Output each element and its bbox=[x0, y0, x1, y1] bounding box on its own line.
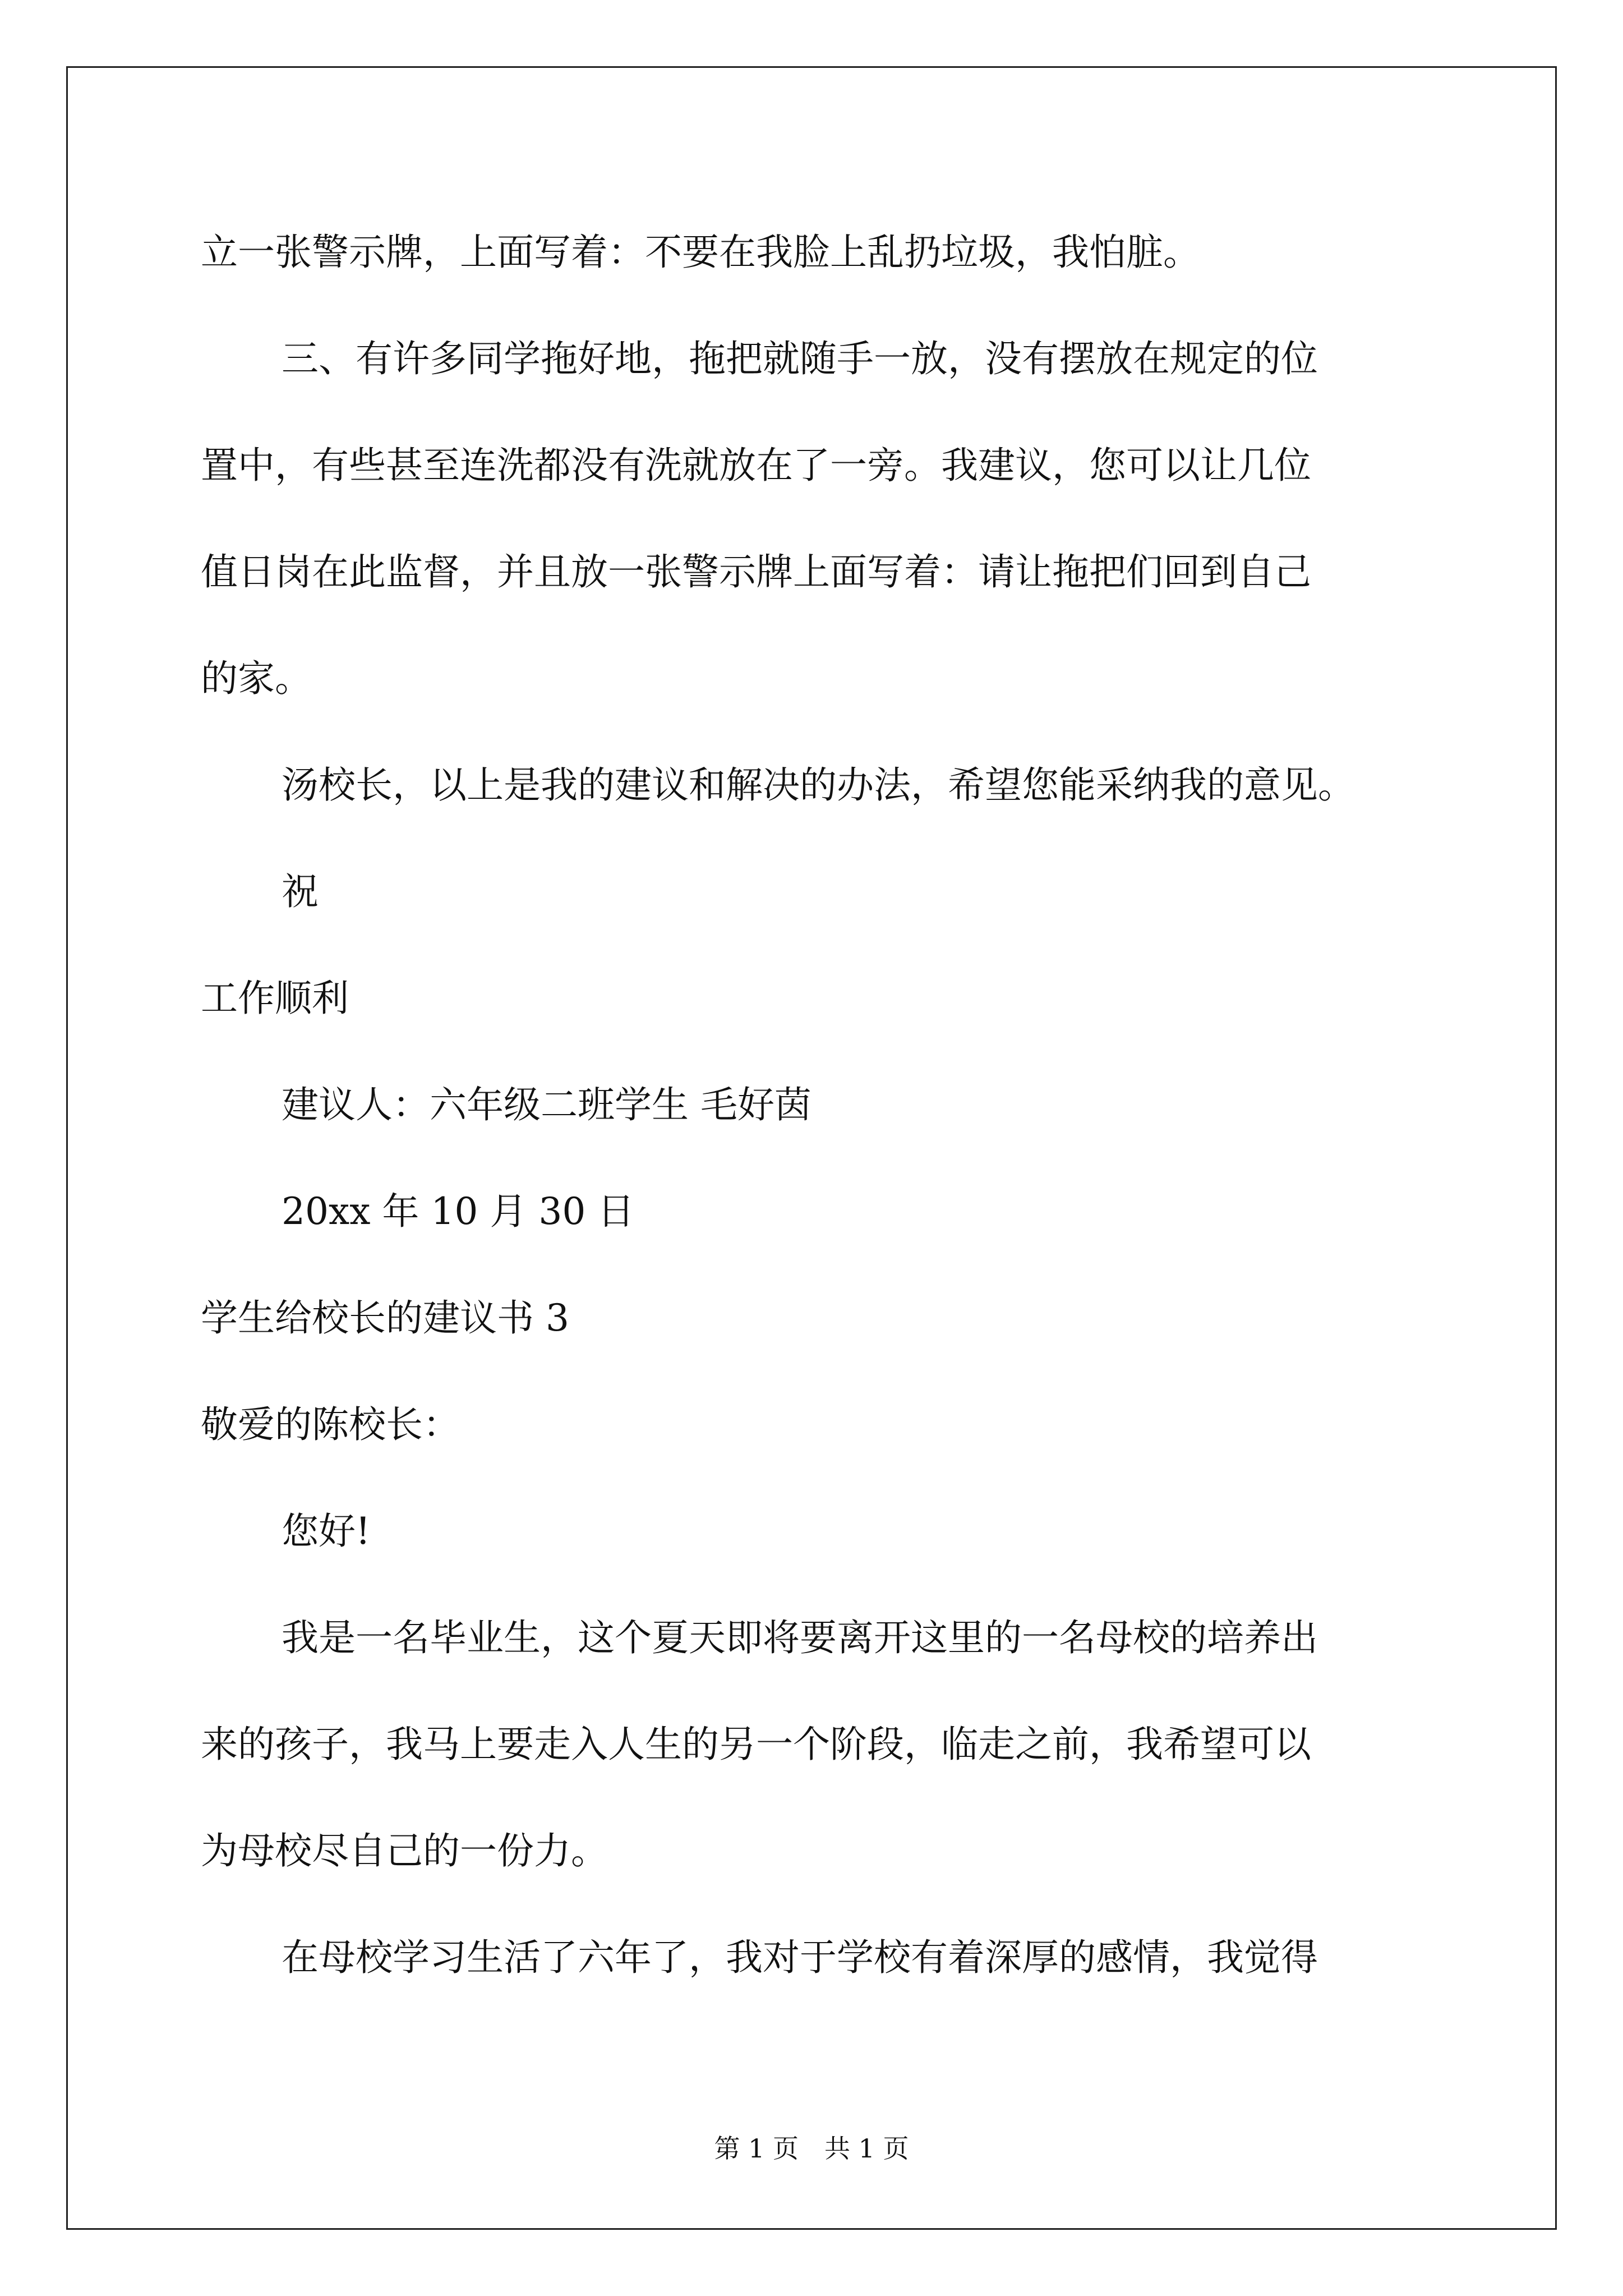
section-heading: 学生给校长的建议书 3 bbox=[201, 1296, 569, 1340]
text-line: 祝 bbox=[282, 870, 319, 913]
text-line: 为母校尽自己的一份力。 bbox=[201, 1829, 608, 1872]
text-line: 立一张警示牌，上面写着：不要在我脸上乱扔垃圾，我怕脏。 bbox=[201, 231, 1200, 274]
page-total: 共 1 页 bbox=[824, 2133, 909, 2164]
salutation: 敬爱的陈校长： bbox=[201, 1403, 460, 1446]
text-line: 20xx 年 10 月 30 日 bbox=[282, 1190, 635, 1233]
page-footer bbox=[0, 2132, 1623, 2165]
page-number: 第 1 页 bbox=[714, 2133, 799, 2164]
text-line: 我是一名毕业生，这个夏天即将要离开这里的一名母校的培养出 bbox=[282, 1616, 1318, 1659]
text-line: 三、有许多同学拖好地，拖把就随手一放，没有摆放在规定的位 bbox=[282, 337, 1318, 380]
text-line: 值日岗在此监督，并且放一张警示牌上面写着：请让拖把们回到自己 bbox=[201, 550, 1311, 593]
text-line: 在母校学习生活了六年了，我对于学校有着深厚的感情，我觉得 bbox=[282, 1936, 1318, 1979]
text-line: 汤校长，以上是我的建议和解决的办法，希望您能采纳我的意见。 bbox=[282, 763, 1355, 807]
text-line: 来的孩子，我马上要走入人生的另一个阶段，临走之前，我希望可以 bbox=[201, 1723, 1311, 1766]
text-line: 建议人：六年级二班学生 毛好茵 bbox=[282, 1083, 811, 1126]
text-line: 置中，有些甚至连洗都没有洗就放在了一旁。我建议，您可以让几位 bbox=[201, 444, 1311, 487]
text-line: 的家。 bbox=[201, 657, 312, 700]
page-frame bbox=[66, 66, 1557, 2230]
greeting: 您好! bbox=[282, 1510, 371, 1553]
text-line: 工作顺利 bbox=[201, 977, 349, 1020]
